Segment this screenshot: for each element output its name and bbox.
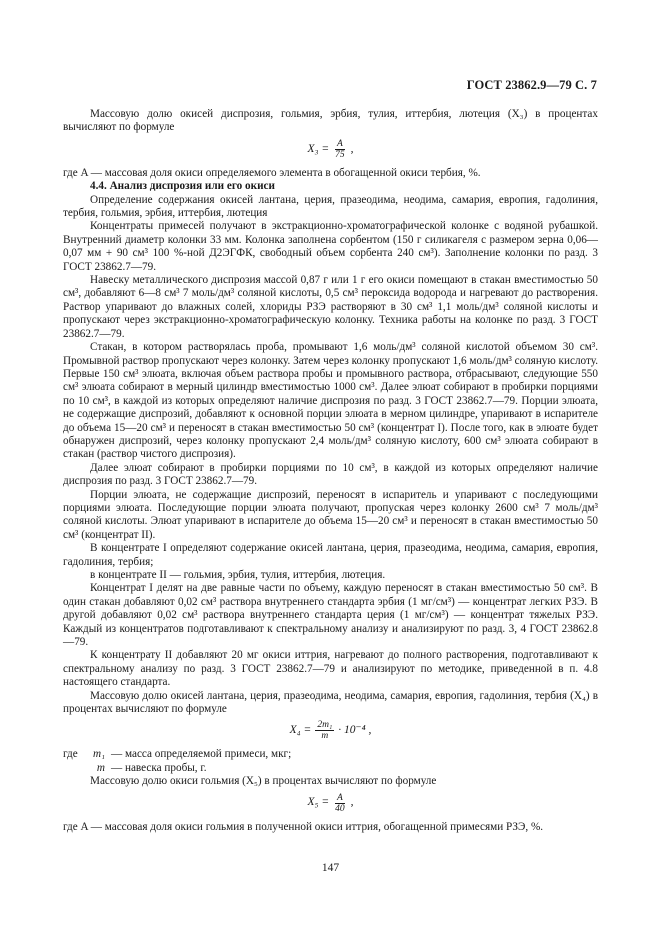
fraction-denominator: 40	[335, 803, 345, 814]
formula-lhs: X₅ =	[307, 796, 330, 809]
paragraph: Далее элюат собирают в пробирки порциями по 10 см³, в каждой из которых определяют наличие диспрозия по разд. 3 ГОСТ 23862.7—79.	[63, 461, 598, 488]
paragraph: в концентрате II — гольмия, эрбия, тулия, иттербия, лютеция.	[90, 569, 386, 581]
paragraph: где A — массовая доля окиси гольмия в полученной окиси иттрия, обогащенной примесями РЗЭ, %.	[63, 820, 544, 833]
formula-x5	[63, 793, 598, 817]
paragraph: К концентрату II добавляют 20 мг окиси иттрия, нагревают до полного растворения, подготавливают к спектральному анализу по разд. 3 ГОСТ 23862.7—79 и анализируют по методике, приведенной в п. 4.8 настоящего стандарта.	[63, 649, 598, 689]
paragraph: Массовую долю окисей диспрозия, гольмия, эрбия, тулия, иттербия, лютеция (X₃) в процентах вычисляют по формуле	[63, 108, 598, 134]
document-body	[63, 108, 598, 834]
fraction-denominator: 75	[335, 149, 345, 160]
fraction-denominator: m	[321, 731, 329, 742]
fraction-numerator: A	[336, 138, 343, 149]
formula-lhs: X₄ =	[289, 724, 312, 737]
formula-x3	[63, 139, 598, 163]
definition-symbol: m₁	[93, 748, 105, 761]
definition-row	[63, 762, 598, 775]
paragraph: Порции элюата, не содержащие диспрозий, переносят в испаритель и упаривают с последующими порциями элюата. Последующие порции элюата получают, пропуская через колонку 2600 см³ 7 моль/дм³ соляной кислоты. Элюат упаривают в испарителе до объема 15—20 см³ и переносят в стакан вместимостью 50 см³ (концентрат II).	[63, 488, 598, 541]
paragraph: Стакан, в котором растворялась проба, промывают 1,6 моль/дм³ соляной кислотой объемом 30 см³. Промывной раствор пропускают через колонку. Затем через колонку пропускают 1,6 моль/дм³ соляную кислоту. Первые 150 см³ элюата, включая объем раствора пробы и промывного раствора, отбрасывают, следующие 550 см³ элюата собирают в мерный цилиндр вместимостью 1000 см³. Далее элюат собирают в пробирки порциями по 10 см³, в каждой из которых определяют наличие диспрозия по разд. 3 ГОСТ 23862.7—79. Порции элюата, не содержащие диспрозий, добавляют к основной порции элюата в мерном цилиндре, упаривают в испарителе до объема 15—20 см³ и переносят в стакан вместимостью 50 см³ (концентрат I). После того, как в элюате будет обнаружен диспрозий, через колонку пропускают 2,4 моль/дм³ соляную кислоту, 600 см³ элюата собирают в стакан (раствор чистого диспрозия).	[63, 341, 598, 461]
fraction	[315, 720, 334, 741]
where-label: где	[63, 748, 78, 761]
section-heading: 4.4. Анализ диспрозия или его окиси	[90, 180, 275, 193]
formula-tail: · 10⁻⁴ ,	[338, 724, 372, 737]
formula-x4	[63, 720, 598, 744]
paragraph: где A — массовая доля окиси определяемого элемента в обогащенной окиси тербия, %.	[63, 166, 481, 179]
paragraph: Концентраты примесей получают в экстракционно-хроматографической колонке с водяной рубашкой. Внутренний диаметр колонки 33 мм. Колонка заполнена сорбентом (150 г силикагеля с размером зерна 0,06—0,07 мм + 90 см³ 100 %-ной Д2ЭГФК, свободный объем сорбента 240 см³). Заполнение колонки по разд. 3 ГОСТ 23862.7—79.	[63, 220, 598, 273]
definition-symbol: m	[96, 761, 105, 774]
definition-row	[63, 748, 598, 761]
definitions-list	[63, 748, 598, 775]
page-number: 147	[321, 862, 340, 874]
paragraph: Массовую долю окиси гольмия (X₅) в процентах вычисляют по формуле	[90, 775, 437, 788]
fraction-numerator: A	[336, 792, 343, 803]
page-header: ГОСТ 23862.9—79 С. 7	[466, 78, 597, 92]
fraction-numerator: 2m₁	[317, 720, 333, 731]
paragraph: В концентрате I определяют содержание окисей лантана, церия, празеодима, неодима, самария, европия, гадолиния, тербия;	[63, 542, 598, 568]
paragraph: Концентрат I делят на две равные части по объему, каждую переносят в стакан вместимостью 50 см³. В один стакан добавляют 0,02 см³ раствора внутреннего стандарта эрбия (1 мг/см³) — концентрат легких РЗЭ. В другой добавляют 0,02 см³ раствора внутреннего стандарта церия (1 мг/см³) — концентрат тяжелых РЗЭ. Каждый из концентратов подготавливают к спектральному анализу и анализируют по разд. 3, 4 ГОСТ 23862.8—79.	[63, 582, 598, 649]
fraction	[333, 793, 347, 814]
formula-lhs: X₃ =	[307, 142, 330, 155]
paragraph: Навеску металлического диспрозия массой 0,87 г или 1 г его окиси помещают в стакан вместимостью 50 см³, добавляют 6—8 см³ 7 моль/дм³ соляной кислоты, 0,5 см³ пероксида водорода и нагревают до растворения. Раствор упаривают до влажных солей, хлориды РЗЭ растворяют в 30 см³ 1,1 моль/дм³ соляной кислоты и пропускают через экстракционно-хроматографическую колонку. Техника работы на колонке по разд. 3 ГОСТ 23862.7—79.	[63, 274, 598, 340]
formula-tail: ,	[350, 142, 354, 155]
fraction	[333, 139, 347, 160]
paragraph: Массовую долю окисей лантана, церия, празеодима, неодима, самария, европия, гадолиния, тербия (X₄) в процентах вычисляют по формуле	[63, 689, 598, 716]
definition-text: — навеска пробы, г.	[111, 761, 207, 774]
paragraph: Определение содержания окисей лантана, церия, празеодима, неодима, самария, европия, гадолиния, тербия, гольмия, эрбия, иттербия, лютеция	[63, 193, 598, 220]
formula-tail: ,	[350, 796, 354, 809]
definition-text: — масса определяемой примеси, мкг;	[111, 748, 292, 761]
